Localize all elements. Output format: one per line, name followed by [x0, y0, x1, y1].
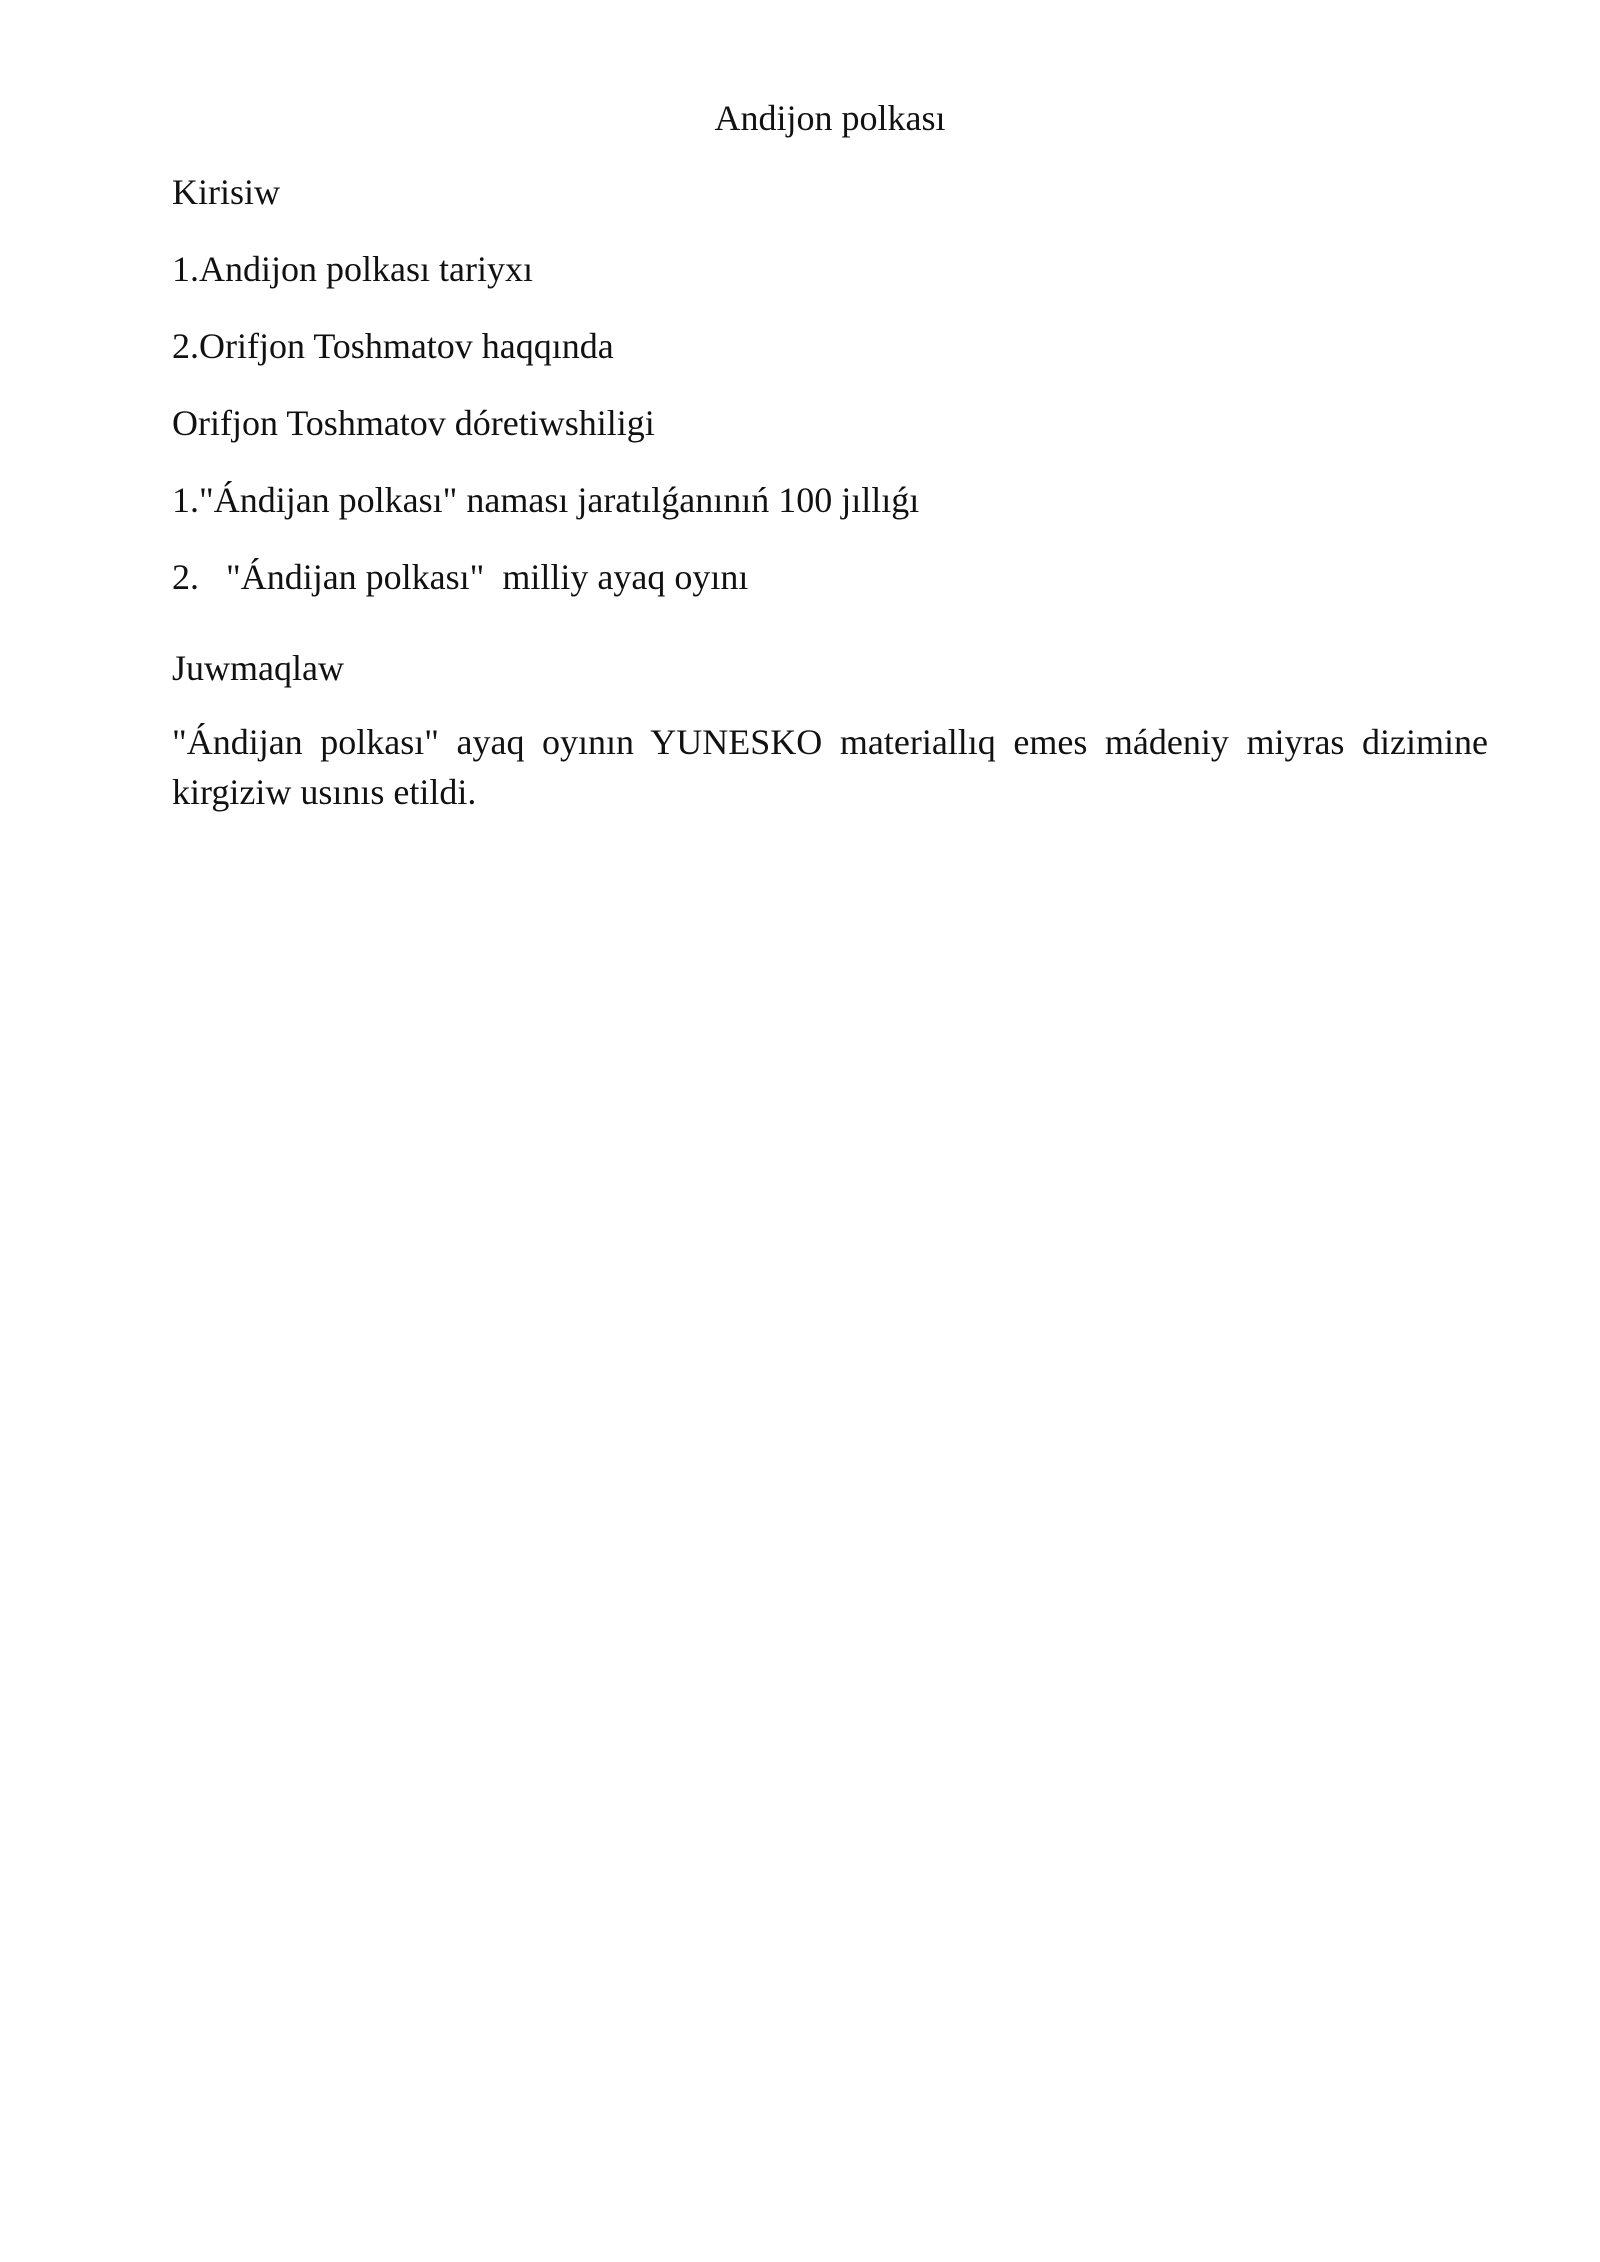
conclusion-paragraph: "Ándijan polkası" ayaq oyının YUNESKO materiallıq emes mádeniy miyras dizimine kirgiziw usınıs etildi. — [172, 722, 1488, 812]
works-item-2: 2. "Ándijan polkası" milliy ayaq oyını — [172, 557, 749, 597]
works-item-1: 1."Ándijan polkası" naması jaratılǵanınıń 100 jıllıǵı — [172, 480, 920, 520]
document-body — [172, 90, 1488, 817]
document-title: Andijon polkası — [714, 98, 946, 138]
intro-item-2: 2.Orifjon Toshmatov haqqında — [172, 326, 614, 366]
intro-item-1: 1.Andijon polkası tariyxı — [172, 249, 533, 289]
conclusion-heading: Juwmaqlaw — [172, 648, 344, 688]
works-heading: Orifjon Toshmatov dóretiwshiligi — [172, 403, 655, 443]
intro-heading: Kirisiw — [172, 172, 280, 212]
